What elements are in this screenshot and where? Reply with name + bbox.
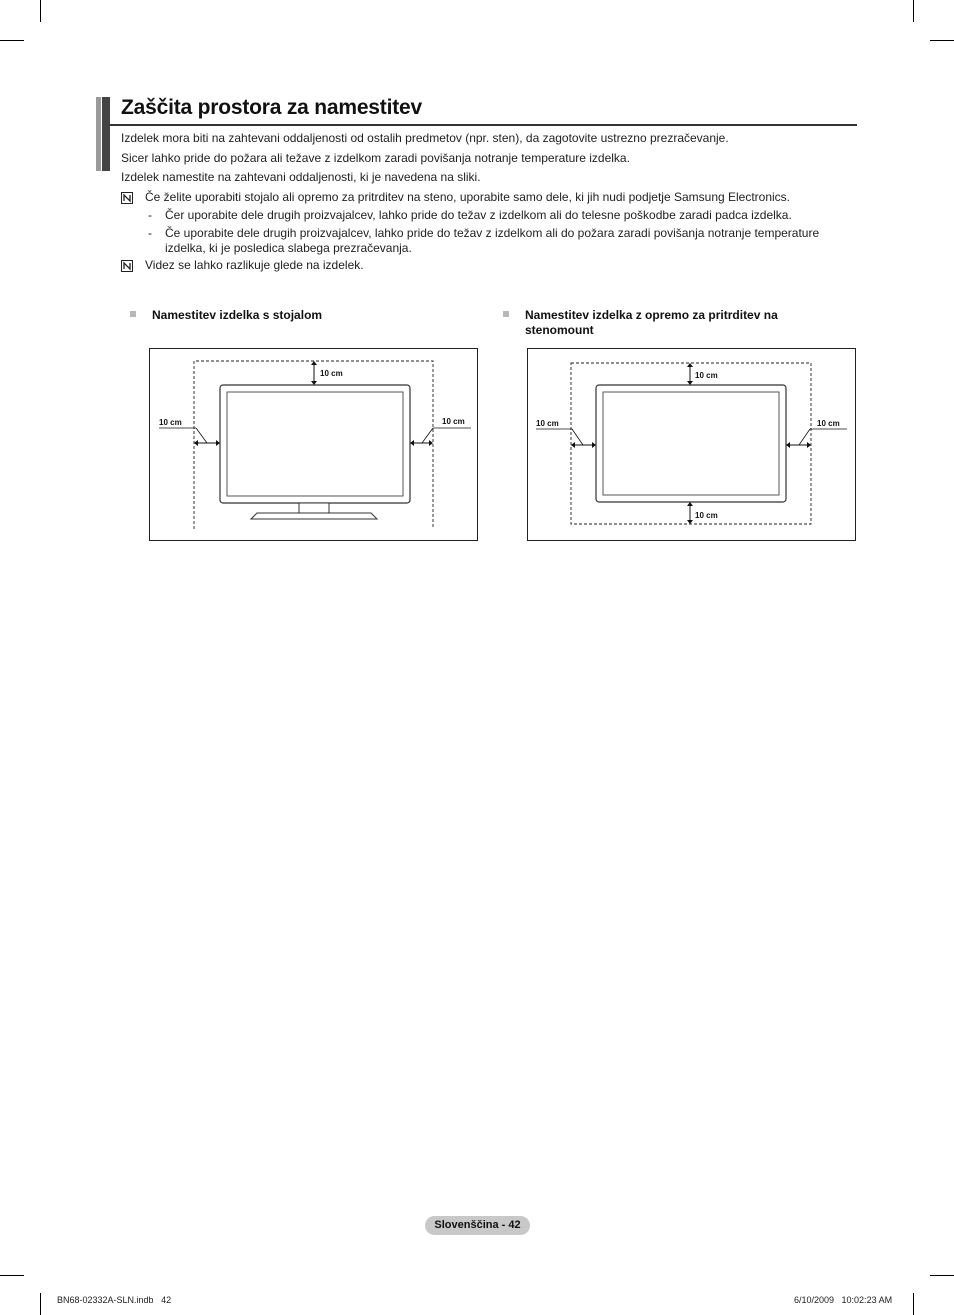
square-bullet-icon bbox=[503, 311, 509, 317]
stand-installation-diagram bbox=[149, 348, 479, 542]
intro-paragraph: Sicer lahko pride do požara ali težave z izdelkom zaradi povišanja notranje temperature izdelka. bbox=[121, 151, 630, 165]
top-clearance-label: 10 cm bbox=[320, 369, 343, 378]
left-clearance-label: 10 cm bbox=[159, 418, 182, 427]
page-title: Zaščita prostora za namestitev bbox=[121, 96, 422, 119]
bottom-clearance-label: 10 cm bbox=[695, 511, 718, 520]
note-text: Če želite uporabiti stojalo ali opremo za pritrditev na steno, uporabite samo dele, ki jih nudi podjetje Samsung Electronics. bbox=[145, 190, 791, 204]
page-number-badge: Slovenščina - 42 bbox=[425, 1216, 530, 1235]
dash-bullet: - bbox=[148, 226, 152, 240]
crop-mark bbox=[40, 1293, 41, 1315]
title-accent-bar bbox=[96, 97, 110, 171]
crop-mark bbox=[0, 1275, 24, 1276]
title-divider bbox=[110, 124, 857, 126]
right-clearance-label: 10 cm bbox=[817, 419, 840, 428]
crop-mark bbox=[913, 1293, 914, 1315]
note-text: Videz se lahko razlikuje glede na izdelek. bbox=[145, 258, 364, 272]
stand-diagram-caption: Namestitev izdelka s stojalom bbox=[152, 308, 323, 322]
left-clearance-label: 10 cm bbox=[536, 419, 559, 428]
dash-bullet: - bbox=[148, 208, 152, 222]
crop-mark bbox=[930, 1275, 954, 1276]
square-bullet-icon bbox=[130, 311, 136, 317]
crop-mark bbox=[40, 0, 41, 22]
crop-mark bbox=[913, 0, 914, 22]
crop-mark bbox=[930, 40, 954, 41]
right-clearance-label: 10 cm bbox=[442, 417, 465, 426]
timestamp: 6/10/2009 10:02:23 AM bbox=[794, 1295, 893, 1305]
top-clearance-label: 10 cm bbox=[695, 371, 718, 380]
subnote-text: Čer uporabite dele drugih proizvajalcev, lahko pride do težav z izdelkom ali do telesne poškodbe zaradi padca izdelka. bbox=[165, 208, 792, 222]
wall-diagram-caption: Namestitev izdelka z opremo za pritrditev na stenomount bbox=[525, 308, 778, 337]
intro-paragraph: Izdelek mora biti na zahtevani oddaljenosti od ostalih predmetov (npr. sten), da zagotovite ustrezno prezračevanje. bbox=[121, 131, 729, 145]
note-icon bbox=[121, 192, 133, 204]
wall-mount-installation-diagram bbox=[527, 348, 857, 542]
subnote-text: Če uporabite dele drugih proizvajalcev, lahko pride do težav z izdelkom ali do požara zaradi povišanja notranje temperature izdelka, ki je posledica slabega prezračevanja. bbox=[165, 226, 820, 255]
note-icon bbox=[121, 260, 133, 272]
file-name: BN68-02332A-SLN.indb 42 bbox=[57, 1295, 172, 1305]
crop-mark bbox=[0, 40, 24, 41]
intro-paragraph: Izdelek namestite na zahtevani oddaljenosti, ki je navedena na sliki. bbox=[121, 170, 481, 184]
